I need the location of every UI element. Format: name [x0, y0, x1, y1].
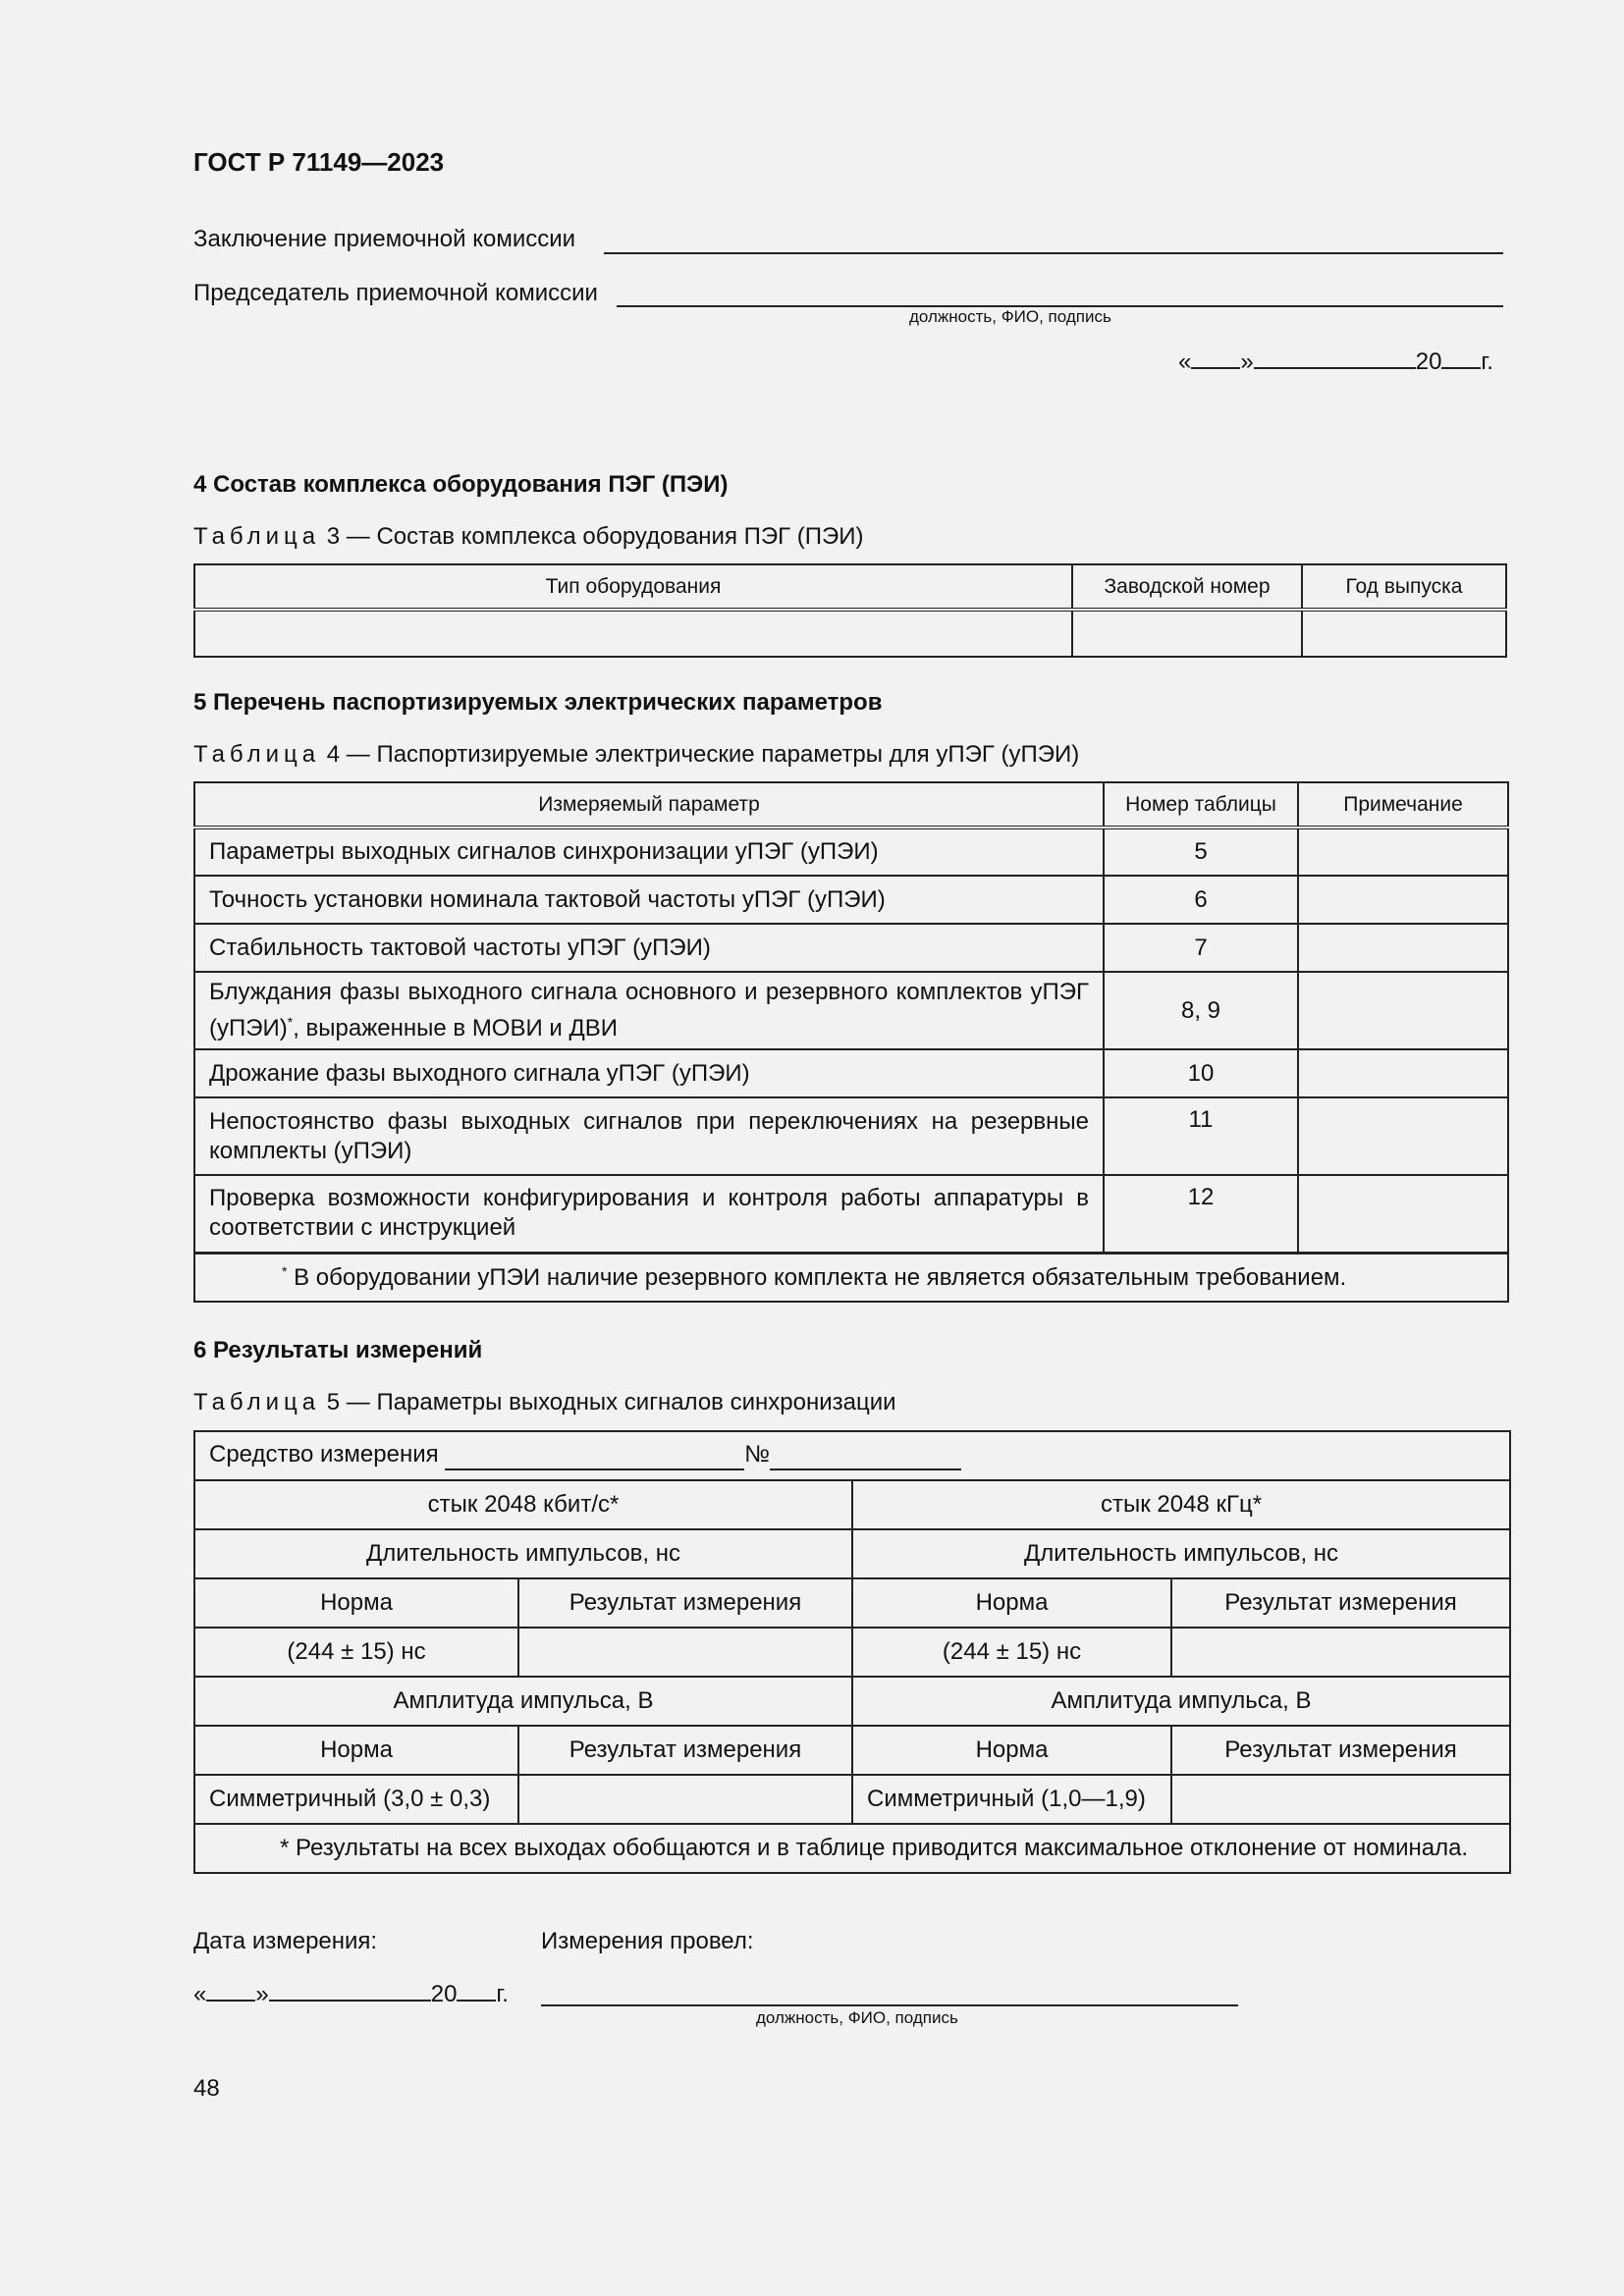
- note-cell[interactable]: [1298, 828, 1508, 876]
- table-row: [194, 924, 1508, 972]
- note-cell[interactable]: [1298, 924, 1508, 972]
- parameter-cell: Точность установки номинала тактовой частоты уПЭГ (уПЭИ): [194, 876, 1104, 924]
- result-header: Результат измерения: [518, 1726, 852, 1775]
- cell-equipment-type[interactable]: [194, 610, 1072, 657]
- parameter-cell: Проверка возможности конфигурирования и контроля работы аппаратуры в соответствии с инструкцией: [194, 1175, 1104, 1253]
- amplitude-label-right: Амплитуда импульса, В: [852, 1677, 1510, 1726]
- table-number-cell: 7: [1104, 924, 1298, 972]
- table-5-footnote: * Результаты на всех выходах обобщаются и в таблице приводится максимальное отклонение от номинала.: [194, 1824, 1510, 1873]
- norm-header: Норма: [194, 1726, 518, 1775]
- date-line-bottom[interactable]: « » 20 г.: [193, 1981, 509, 2007]
- conclusion-line[interactable]: [604, 252, 1503, 254]
- parameter-cell: Стабильность тактовой частоты уПЭГ (уПЭИ): [194, 924, 1104, 972]
- duration-norm-left: (244 ± 15) нс: [194, 1628, 518, 1677]
- cell-serial-number[interactable]: [1072, 610, 1302, 657]
- table-number-cell: 6: [1104, 876, 1298, 924]
- duration-result-left[interactable]: [518, 1628, 852, 1677]
- instrument-number-field[interactable]: [770, 1441, 961, 1470]
- norm-header: Норма: [194, 1578, 518, 1628]
- norm-header: Норма: [852, 1726, 1171, 1775]
- result-header: Результат измерения: [518, 1578, 852, 1628]
- table-5-caption: Таблица 5 — Параметры выходных сигналов синхронизации: [193, 1389, 896, 1415]
- table-5: [193, 1430, 1511, 1874]
- duration-label-left: Длительность импульсов, нс: [194, 1529, 852, 1578]
- note-cell[interactable]: [1298, 1175, 1508, 1253]
- table-row: [194, 828, 1508, 876]
- amplitude-norm-right: Симметричный (1,0—1,9): [852, 1775, 1171, 1824]
- amplitude-label-left: Амплитуда импульса, В: [194, 1677, 852, 1726]
- table-3-caption: Таблица 3 — Состав комплекса оборудования ПЭГ (ПЭИ): [193, 523, 864, 550]
- note-cell[interactable]: [1298, 876, 1508, 924]
- document-code: ГОСТ Р 71149—2023: [193, 147, 445, 177]
- table-3: [193, 563, 1507, 658]
- duration-norm-right: (244 ± 15) нс: [852, 1628, 1171, 1677]
- table-number-cell: 12: [1104, 1175, 1298, 1253]
- measurement-date-label: Дата измерения:: [193, 1928, 378, 1954]
- signature-caption-bottom: должность, ФИО, подпись: [756, 2008, 958, 2027]
- col-equipment-type: Тип оборудования: [194, 564, 1072, 610]
- note-cell[interactable]: [1298, 1049, 1508, 1097]
- table-number-cell: 10: [1104, 1049, 1298, 1097]
- table-4-caption: Таблица 4 — Паспортизируемые электрические параметры для уПЭГ (уПЭИ): [193, 741, 1080, 768]
- amplitude-result-right[interactable]: [1171, 1775, 1510, 1824]
- table-number-cell: 5: [1104, 828, 1298, 876]
- norm-header: Норма: [852, 1578, 1171, 1628]
- col-serial-number: Заводской номер: [1072, 564, 1302, 610]
- cell-year[interactable]: [1302, 610, 1506, 657]
- result-header: Результат измерения: [1171, 1578, 1510, 1628]
- table-row: [194, 972, 1508, 1049]
- interface-khz-header: стык 2048 кГц*: [852, 1480, 1510, 1529]
- duration-result-right[interactable]: [1171, 1628, 1510, 1677]
- conclusion-label: Заключение приемочной комиссии: [193, 226, 576, 252]
- table-row: [194, 876, 1508, 924]
- note-cell[interactable]: [1298, 972, 1508, 1049]
- interface-kbit-header: стык 2048 кбит/с*: [194, 1480, 852, 1529]
- duration-label-right: Длительность импульсов, нс: [852, 1529, 1510, 1578]
- date-line-top: « » 20 г.: [1178, 348, 1493, 375]
- table-row: [194, 1049, 1508, 1097]
- parameter-cell: Дрожание фазы выходного сигнала уПЭГ (уПЭИ): [194, 1049, 1104, 1097]
- section-4-heading: 4 Состав комплекса оборудования ПЭГ (ПЭИ): [193, 471, 729, 498]
- parameter-cell: Непостоянство фазы выходных сигналов при переключениях на резервные комплекты (уПЭИ): [194, 1097, 1104, 1175]
- col-note: Примечание: [1298, 782, 1508, 828]
- result-header: Результат измерения: [1171, 1726, 1510, 1775]
- note-cell[interactable]: [1298, 1097, 1508, 1175]
- col-table-number: Номер таблицы: [1104, 782, 1298, 828]
- amplitude-norm-left: Симметричный (3,0 ± 0,3): [194, 1775, 518, 1824]
- performed-by-line[interactable]: [541, 2004, 1238, 2006]
- parameter-cell: Блуждания фазы выходного сигнала основного и резервного комплектов уПЭГ (уПЭИ)*, выраженные в МОВИ и ДВИ: [194, 972, 1104, 1049]
- table-row: [194, 1097, 1508, 1175]
- parameter-cell: Параметры выходных сигналов синхронизации уПЭГ (уПЭИ): [194, 828, 1104, 876]
- col-parameter: Измеряемый параметр: [194, 782, 1104, 828]
- performed-by-label: Измерения провел:: [541, 1928, 754, 1954]
- table-4: [193, 781, 1509, 1303]
- page-number: 48: [193, 2075, 220, 2102]
- chairman-label: Председатель приемочной комиссии: [193, 280, 598, 306]
- section-5-heading: 5 Перечень паспортизируемых электрических параметров: [193, 689, 883, 716]
- table-number-cell: 11: [1104, 1097, 1298, 1175]
- instrument-name-field[interactable]: [445, 1441, 744, 1470]
- table-4-footnote: * В оборудовании уПЭИ наличие резервного комплекта не является обязательным требованием.: [194, 1253, 1508, 1302]
- table-number-cell: 8, 9: [1104, 972, 1298, 1049]
- table-row: [194, 1175, 1508, 1253]
- instrument-row: Средство измерения №: [194, 1431, 1510, 1480]
- section-6-heading: 6 Результаты измерений: [193, 1337, 483, 1363]
- signature-caption: должность, ФИО, подпись: [909, 307, 1111, 326]
- col-year: Год выпуска: [1302, 564, 1506, 610]
- amplitude-result-left[interactable]: [518, 1775, 852, 1824]
